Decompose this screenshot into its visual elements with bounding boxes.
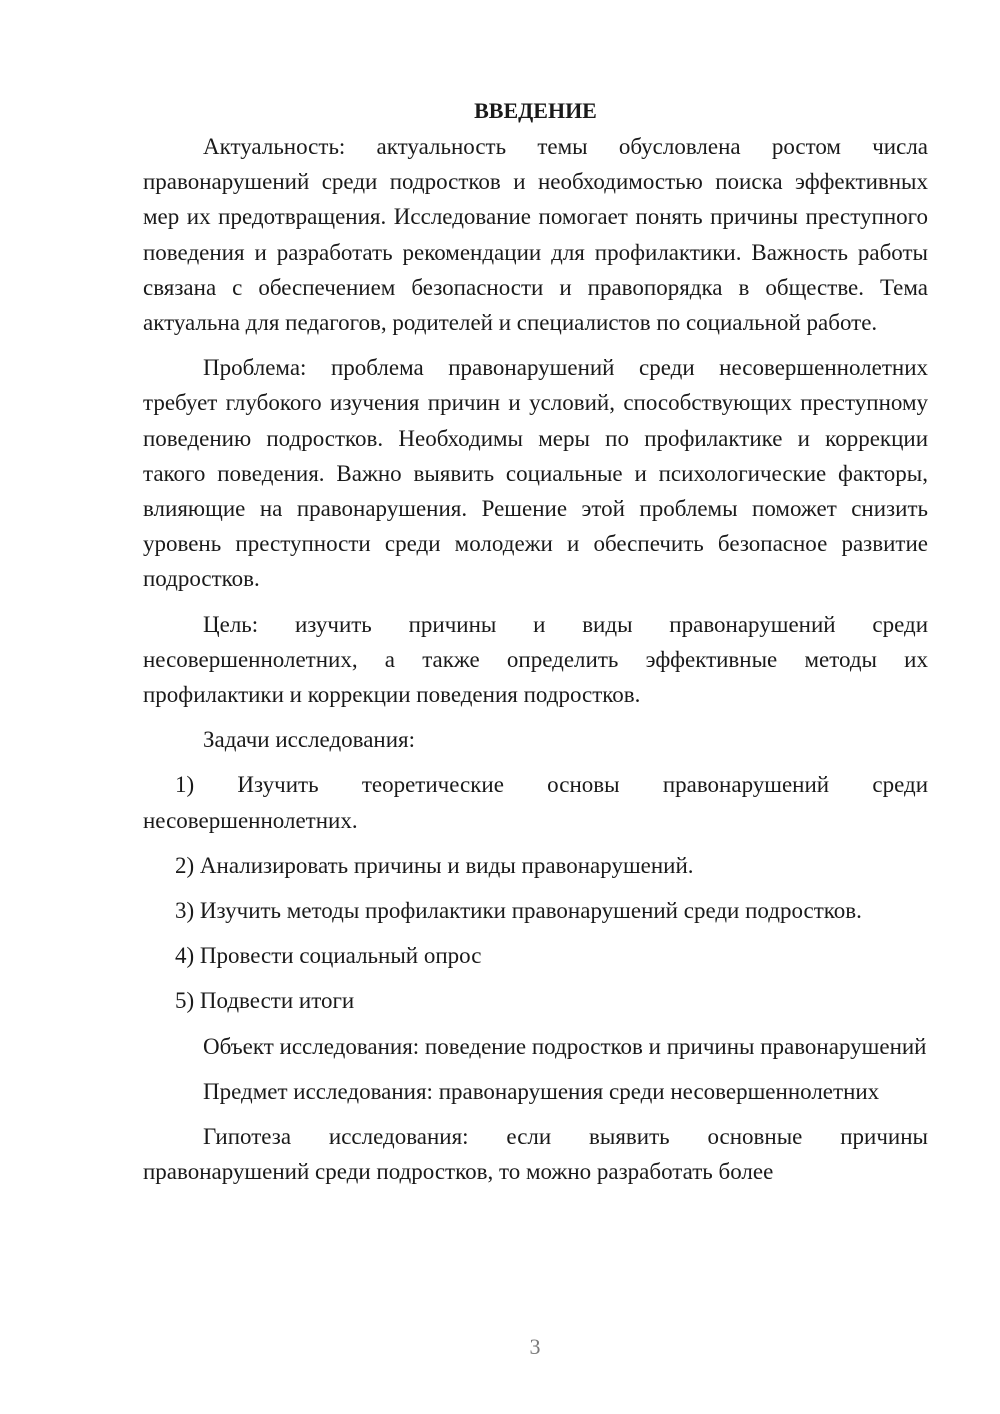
task-item: 2) Анализировать причины и виды правонарушений.: [175, 852, 694, 878]
task-item: 1) Изучить теоретические основы правонарушений среди несовершеннолетних.: [143, 772, 928, 833]
tasks-heading: Задачи исследования:: [203, 727, 416, 753]
goal-paragraph: Цель: изучить причины и виды правонарушений среди несовершеннолетних, а также определить эффективные методы их профилактики и коррекции поведения подростков.: [143, 611, 928, 708]
page-number: 3: [529, 1334, 541, 1359]
subject-paragraph: Предмет исследования: правонарушения среди несовершеннолетних: [203, 1078, 880, 1104]
task-item: 5) Подвести итоги: [175, 988, 355, 1014]
problem-paragraph: Проблема: проблема правонарушений среди несовершеннолетних требует глубокого изучения причин и условий, способствующих преступному поведению подростков. Необходимы меры по профилактике и коррекции такого поведения. Важно выявить социальные и психологические факторы, влияющие на правонарушения. Решение этой проблемы поможет снизить уровень преступности среди молодежи и обеспечить безопасное развитие подростков.: [143, 355, 928, 592]
hypothesis-paragraph: Гипотеза исследования: если выявить основные причины правонарушений среди подростков, то можно разработать более: [143, 1124, 928, 1185]
section-title: ВВЕДЕНИЕ: [474, 98, 597, 123]
object-paragraph: Объект исследования: поведение подростков и причины правонарушений: [203, 1033, 927, 1059]
task-item: 3) Изучить методы профилактики правонарушений среди подростков.: [175, 898, 862, 924]
page-content: [143, 93, 928, 1199]
task-item: 4) Провести социальный опрос: [175, 943, 482, 969]
relevance-paragraph: Актуальность: актуальность темы обусловлена ростом числа правонарушений среди подростков и необходимостью поиска эффективных мер их предотвращения. Исследование помогает понять причины преступного поведения и разработать рекомендации для профилактики. Важность работы связана с обеспечением безопасности и правопорядка в обществе. Тема актуальна для педагогов, родителей и специалистов по социальной работе.: [143, 134, 928, 336]
